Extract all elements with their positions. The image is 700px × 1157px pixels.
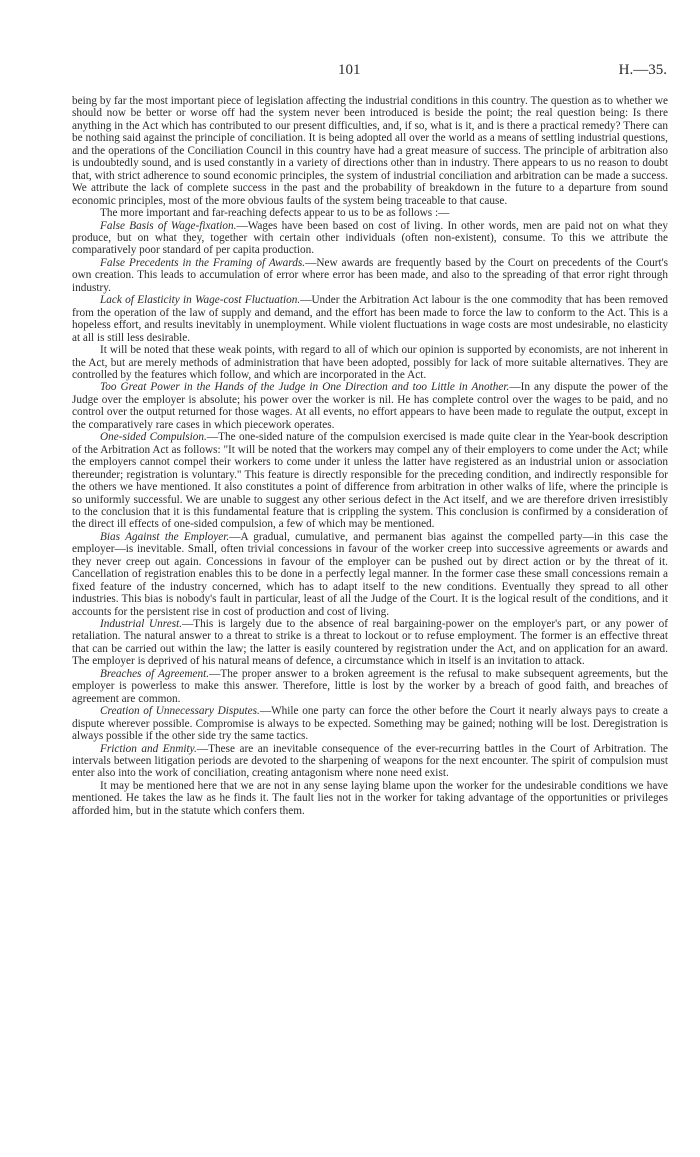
page-header	[0, 62, 700, 82]
section-too-great-power	[72, 381, 668, 431]
paragraph-text: The more important and far-reaching defects appear to us to be as follows :—	[100, 207, 450, 220]
section-heading: False Basis of Wage-fixation.	[100, 219, 237, 232]
paragraph-text: It may be mentioned here that we are not in any sense laying blame upon the worker for the undesirable conditions we have mentioned. He takes the law as he finds it. The fault lies not in the worker for taking advantage of the opportunities or privileges afforded him, but in the statute which confers them.	[72, 779, 668, 817]
document-reference: H.—35.	[618, 62, 667, 78]
paragraph-text: —Under the Arbitration Act labour is the one commodity that has been removed from the operation of the law of supply and demand, and the effort has been made to force the law to conform to the Act. This is a hopeless effort, and results inevitably in unemployment. While violent fluctuations in wage costs are most undesirable, no elasticity at all is still less desirable.	[72, 294, 668, 344]
section-heading: Industrial Unrest.	[100, 618, 183, 631]
section-lack-of-elasticity	[72, 294, 668, 344]
paragraph-text: —While one party can force the other before the Court it nearly always pays to create a dispute wherever possible. Compromise is always to be expected. Something may be gained; nothing will be lost. Deregistration is always possible if the other side try the same tactics.	[72, 705, 668, 743]
section-false-precedents	[72, 257, 668, 294]
section-industrial-unrest	[72, 618, 668, 668]
section-false-basis	[72, 220, 668, 257]
section-unnecessary-disputes	[72, 705, 668, 742]
paragraph-text: —The one-sided nature of the compulsion exercised is made quite clear in the Year-book description of the Arbitration Act as follows: "It will be noted that the workers may compel any of their employers to come under the Act; while the employers cannot compel their workers to come under it unless the latter have registered as an industrial union or association thereunder; registration is voluntary." This feature is directly responsible for the preceding condition, and indirectly responsible for the others we have mentioned. It also constitutes a point of difference from arbitration in other walks of life, where the principle is so uniformly successful. We are unable to suggest any other serious defect in the Act itself, and we are therefore driven irresistibly to the conclusion that it is this fundamental feature that is crippling the system. This conclusion is confirmed by a consideration of the direct ill effects of one-sided compulsion, a few of which may be mentioned.	[72, 431, 668, 531]
section-breaches-of-agreement	[72, 668, 668, 705]
page-number: 101	[338, 62, 361, 78]
section-heading: Creation of Unnecessary Disputes.	[100, 705, 260, 718]
paragraph-text: It will be noted that these weak points, with regard to all of which our opinion is supported by economists, are not inherent in the Act, but are merely methods of administration that have been adopted, possibly for lack of more suitable alternatives. They are controlled by the features which follow, and which are incorporated in the Act.	[72, 344, 668, 381]
paragraph-weak-points	[72, 344, 668, 381]
paragraph-text: —A gradual, cumulative, and permanent bias against the compelled party—in this case the employer—is inevitable. Small, often trivial concessions in favour of the worker creep into successive agreements or awards and they never creep out again. Concessions in favour of the employer can be pushed out by direct action or by the threat of it. Cancellation of registration enables this to be done in a perfectly legal manner. In the former case these small concessions remain a fixed feature of the industry concerned, which has to adapt itself to the new conditions. Eventually they spread to all other industries. This bias is nobody's fault in particular, least of all the Judge of the Court. It is the logical result of the conditions, and it accounts for the persistent rise in cost of production and cost of living.	[72, 530, 668, 618]
section-heading: Breaches of Agreement.	[100, 667, 210, 680]
paragraph-closing	[72, 780, 668, 817]
paragraph-text: being by far the most important piece of legislation affecting the industrial conditions in this country. The question as to whether we should now be better or worse off had the system never been introduced is beside the point; the real question being: Is there anything in the Act which has contributed to our present difficulties, and, if so, what is it, and is there a practical remedy? There can be nothing said against the principle of conciliation. It is being adopted all over the world as a means of settling industrial questions, and the operations of the Conciliation Council in this country have had a great measure of success. The principle of arbitration also is undoubtedly sound, and is used constantly in a variety of directions other than in industry. There appears to us no reason to doubt that, with strict adherence to sound economic principles, the system of industrial conciliation and arbitration can be made a success. We attribute the lack of complete success in the past and the probability of breakdown in the future to a departure from sound economic principles, most of the more obvious faults of the system being traceable to that cause.	[72, 95, 668, 207]
section-bias-against-employer	[72, 531, 668, 618]
paragraph-text: —This is largely due to the absence of real bargaining-power on the employer's part, or any power of retaliation. The natural answer to a threat to strike is a threat to lockout or to refuse employment. The former is an effective threat that can be carried out within the law; the latter is easily countered by registration under the Act, and on application for an award. The employer is deprived of his natural means of defence, a circumstance which in itself is an invitation to attack.	[72, 618, 669, 668]
report-body	[72, 95, 668, 817]
section-heading: One-sided Compulsion.	[100, 431, 207, 444]
paragraph-text: —New awards are frequently based by the Court on precedents of the Court's own creation. This leads to accumulation of error where error has been made, and also to the spreading of that error right through industry.	[72, 256, 668, 294]
section-one-sided-compulsion	[72, 431, 668, 531]
section-friction-and-enmity	[72, 743, 668, 780]
paragraph-2	[72, 207, 668, 219]
paragraph-text: —Wages have been based on cost of living. In other words, men are paid not on what they produce, but on what they, together with certain other individuals (often non-existent), consume. To this we attribute the comparatively poor standard of per capita production.	[72, 219, 669, 257]
paragraph-text: —These are an inevitable consequence of the ever-recurring battles in the Court of Arbitration. The intervals between litigation periods are devoted to the sharpening of weapons for the next encounter. The spirit of compulsion must enter also into the work of conciliation, creating antagonism where none need exist.	[72, 742, 668, 780]
paragraph-1	[72, 95, 668, 207]
paragraph-text: —The proper answer to a broken agreement is the refusal to make subsequent agreements, but the employer is powerless to make this answer. Therefore, little is lost by the worker by a breach of good faith, and breaches of agreement are common.	[72, 667, 668, 705]
paragraph-text: —In any dispute the power of the Judge over the employer is absolute; his power over the worker is nil. He has complete control over the wages to be paid, and no control over the output returned for those wages. At all events, no effort appears to have been made to regulate the output, except in the comparatively rare cases in which piecework operates.	[72, 381, 668, 431]
section-heading: False Precedents in the Framing of Awards.	[100, 256, 306, 269]
section-heading: Lack of Elasticity in Wage-cost Fluctuation.	[100, 294, 301, 307]
section-heading: Bias Against the Employer.	[100, 530, 230, 543]
section-heading: Too Great Power in the Hands of the Judge in One Direction and too Little in Another.	[100, 381, 510, 394]
section-heading: Friction and Enmity.	[100, 742, 197, 755]
